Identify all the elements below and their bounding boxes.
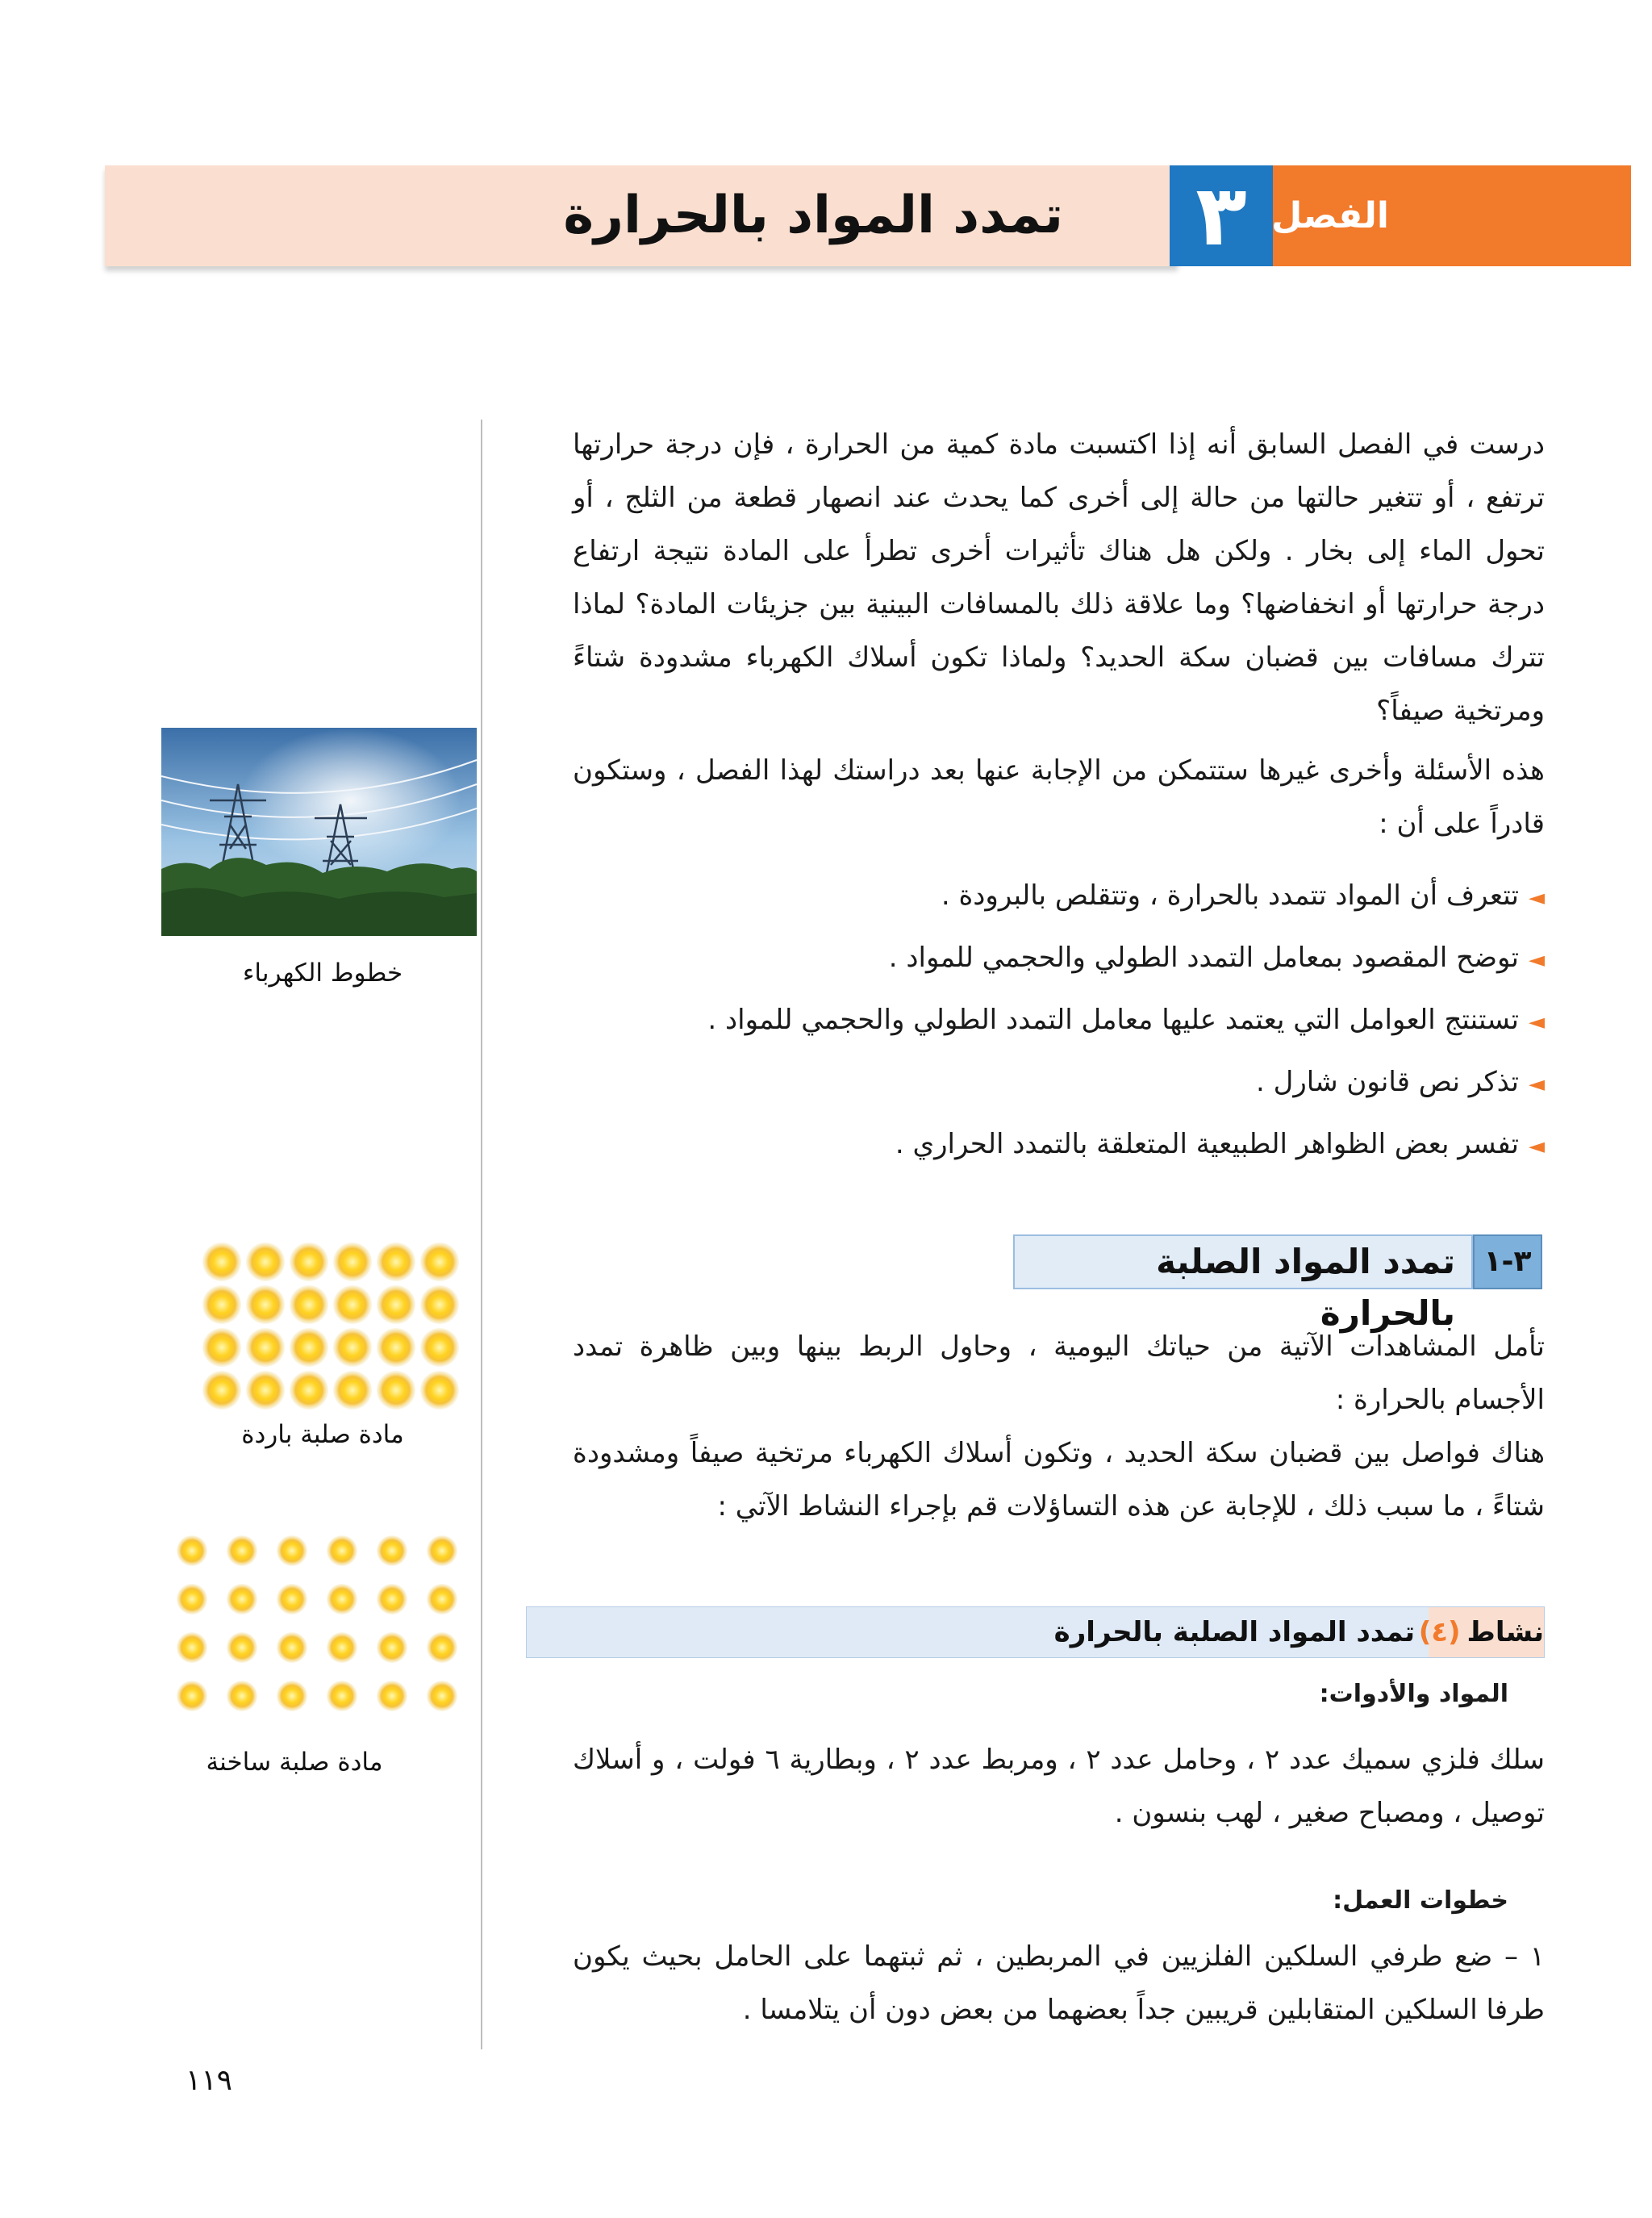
particle [290,1285,328,1324]
activity-title: تمدد المواد الصلبة بالحرارة [1053,1616,1415,1648]
particle [277,1584,307,1614]
activity-number: (٤) [1418,1616,1461,1648]
intro-paragraph: درست في الفصل السابق أنه إذا اكتسبت مادة كمية من الحرارة ، فإن درجة حرارتها ترتفع ، أو تتغير حالتها من حالة إلى أخرى كما يحدث عند انصهار قطعة من الثلج ، أو تحول الماء إلى بخار . ولكن هل هناك تأثيرات أخرى تطرأ على المادة نتيجة ارتفاع درجة حرارتها أو انخفاضها؟ وما علاقة ذلك بالمسافات البينية بين جزيئات المادة؟ لماذا تترك مسافات بين قضبان سكة الحديد؟ ولماذا تكون أسلاك الكهرباء مشدودة شتاءً ومرتخية صيفاً؟ [573,428,1545,727]
particle [290,1371,328,1410]
section-title: تمدد المواد الصلبة بالحرارة [1013,1234,1473,1289]
particle [333,1285,372,1324]
particle [290,1243,328,1281]
particle [377,1584,407,1614]
particle [333,1243,372,1281]
section-heading [1013,1234,1542,1333]
chapter-label-box [1273,165,1631,266]
particle [427,1632,457,1663]
particle [246,1371,285,1410]
particle [177,1535,207,1566]
particle [420,1243,459,1281]
particle [227,1535,257,1566]
particle [327,1584,357,1614]
page-number: ١١٩ [186,2064,233,2097]
particle [377,1243,415,1281]
particle [420,1285,459,1324]
particle [333,1371,372,1410]
particle [202,1371,241,1410]
power-lines-caption: خطوط الكهرباء [242,959,403,988]
hot-solid-diagram [169,1527,468,1720]
particle [177,1681,207,1711]
margin-divider [481,420,482,2049]
particle [327,1681,357,1711]
chapter-number: ٣ [1170,165,1273,266]
particle [420,1328,459,1367]
goals-intro: هذه الأسئلة وأخرى غيرها ستتمكن من الإجابة عنها بعد دراستك لهذا الفصل ، وستكون قادراً على أن : [573,754,1545,840]
particle [202,1243,241,1281]
bullet-triangle-icon: ◄ [1529,1010,1545,1034]
observe-paragraph-2: هناك فواصل بين قضبان سكة الحديد ، وتكون أسلاك الكهرباء مرتخية صيفاً ومشدودة شتاءً ، ما سبب ذلك ، للإجابة عن هذه التساؤلات قم بإجراء النشاط الآتي : [573,1437,1545,1523]
cold-solid-caption: مادة صلبة باردة [241,1420,404,1449]
particle [420,1371,459,1410]
particle [377,1681,407,1711]
activity-label-box [1418,1607,1544,1657]
particle [227,1681,257,1711]
particle [277,1681,307,1711]
chapter-title: تمدد المواد بالحرارة [563,186,1063,245]
activity-bar [526,1606,1545,1658]
particle [333,1328,372,1367]
particle [427,1535,457,1566]
goal-item: ◄تستنتج العوامل التي يعتمد عليها معامل التمدد الطولي والحجمي للمواد . [609,989,1545,1051]
materials-heading: المواد والأدوات: [1319,1680,1508,1708]
particle [427,1584,457,1614]
particle [327,1632,357,1663]
particle [246,1285,285,1324]
chapter-label: الفصل [1271,195,1389,236]
steps-heading: خطوات العمل: [1333,1886,1508,1915]
particle [377,1371,415,1410]
observe-paragraph: تأمل المشاهدات الآتية من حياتك اليومية ، وحاول الربط بينها وبين ظاهرة تمدد الأجسام بالحرارة : [573,1330,1545,1416]
particle [327,1535,357,1566]
particle [427,1681,457,1711]
particle [377,1328,415,1367]
hot-solid-caption: مادة صلبة ساخنة [206,1748,383,1777]
cold-solid-diagram [198,1239,464,1413]
bullet-triangle-icon: ◄ [1529,1134,1545,1159]
particle [377,1535,407,1566]
particle [227,1584,257,1614]
goal-item: ◄تذكر نص قانون شارل . [609,1051,1545,1113]
materials-paragraph: سلك فلزي سميك عدد ٢ ، وحامل عدد ٢ ، ومربط عدد ٢ ، وبطارية ٦ فولت ، و أسلاك توصيل ، ومصباح صغير ، لهب بنسون . [573,1744,1546,1829]
activity-label: نشاط [1466,1616,1544,1648]
goals-list [609,865,1545,1176]
section-number: ٣-١ [1473,1234,1542,1289]
bullet-triangle-icon: ◄ [1529,948,1545,972]
bullet-triangle-icon: ◄ [1529,886,1545,910]
goal-item: ◄توضح المقصود بمعامل التمدد الطولي والحجمي للمواد . [609,927,1545,989]
particle [290,1328,328,1367]
particle [277,1535,307,1566]
particle [277,1632,307,1663]
goal-item: ◄تفسر بعض الظواهر الطبيعية المتعلقة بالتمدد الحراري . [609,1113,1545,1176]
particle [227,1632,257,1663]
power-lines-photo [161,728,477,936]
particle [177,1632,207,1663]
particle [177,1584,207,1614]
goal-item: ◄تتعرف أن المواد تتمدد بالحرارة ، وتتقلص بالبرودة . [609,865,1545,927]
particle [377,1632,407,1663]
bullet-triangle-icon: ◄ [1529,1072,1545,1096]
particle [377,1285,415,1324]
step-1: ١ – ضع طرفي السلكين الفلزيين في المربطين ، ثم ثبتهما على الحامل بحيث يكون طرفا السلكين المتقابلين قريبين جداً بعضهما من بعض دون أن يتلامسا . [573,1940,1545,2026]
particle [202,1328,241,1367]
particle [246,1328,285,1367]
particle [202,1285,241,1324]
particle [246,1243,285,1281]
